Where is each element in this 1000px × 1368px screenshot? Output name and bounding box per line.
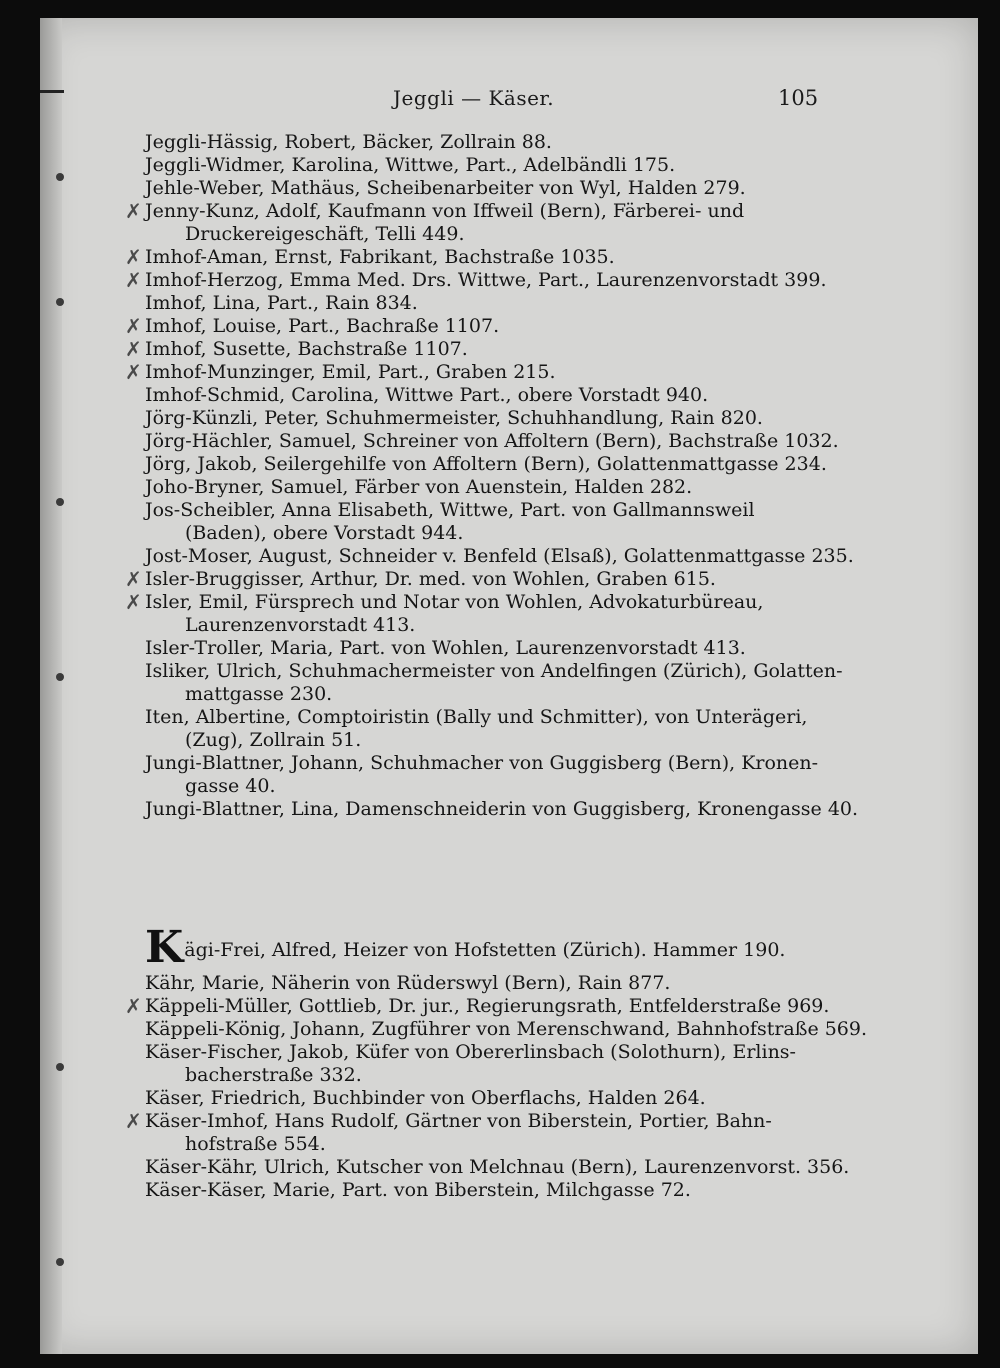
entry-text: Imhof, Lina, Part., Rain 834. xyxy=(145,292,418,314)
binding-hole xyxy=(56,673,64,681)
directory-entry xyxy=(145,1041,825,1064)
entry-text: (Baden), obere Vorstadt 944. xyxy=(185,522,464,544)
entry-text: Imhof, Susette, Bachstraße 1107. xyxy=(145,338,468,360)
pencil-cross-mark-icon: ✗ xyxy=(125,268,142,292)
directory-entry xyxy=(145,1179,825,1202)
page-header xyxy=(40,86,978,116)
entry-text: Isler, Emil, Fürsprech und Notar von Wohlen, Advokaturbüreau, xyxy=(145,591,764,613)
book-page xyxy=(40,18,978,1354)
pencil-cross-mark-icon: ✗ xyxy=(125,1109,142,1133)
directory-entry-continuation xyxy=(145,223,825,246)
entry-text: Imhof-Schmid, Carolina, Wittwe Part., obere Vorstadt 940. xyxy=(145,384,709,406)
directory-section-j xyxy=(125,131,859,821)
entry-text: Isler-Troller, Maria, Part. von Wohlen, Laurenzenvorstadt 413. xyxy=(145,637,746,659)
entry-text: Imhof-Aman, Ernst, Fabrikant, Bachstraße 1035. xyxy=(145,246,615,268)
pencil-cross-mark-icon: ✗ xyxy=(125,199,142,223)
directory-entry xyxy=(145,131,825,154)
entry-text: Jungi-Blattner, Johann, Schuhmacher von Guggisberg (Bern), Kronen- xyxy=(145,752,819,774)
binding-hole xyxy=(56,298,64,306)
entry-text: Käppeli-Müller, Gottlieb, Dr. jur., Regierungsrath, Entfelderstraße 969. xyxy=(145,995,830,1017)
entry-text: Käser-Käser, Marie, Part. von Biberstein, Milchgasse 72. xyxy=(145,1179,691,1201)
directory-section-k xyxy=(125,922,868,1202)
directory-entry xyxy=(125,268,827,292)
entry-text: Käppeli-König, Johann, Zugführer von Merenschwand, Bahnhofstraße 569. xyxy=(145,1018,868,1040)
directory-entry-continuation xyxy=(145,729,825,752)
entry-text: hofstraße 554. xyxy=(185,1133,326,1155)
directory-entry xyxy=(145,706,825,729)
directory-entry xyxy=(145,1087,825,1110)
entry-text: Druckereigeschäft, Telli 449. xyxy=(185,223,465,245)
entry-text: Jost-Moser, August, Schneider v. Benfeld (Elsaß), Golattenmattgasse 235. xyxy=(145,545,854,567)
directory-entry xyxy=(145,660,843,683)
directory-entry xyxy=(145,177,825,200)
entry-text: Jeggli-Hässig, Robert, Bäcker, Zollrain 88. xyxy=(145,131,552,153)
pencil-cross-mark-icon: ✗ xyxy=(125,314,142,338)
entry-text: Imhof-Munzinger, Emil, Part., Graben 215. xyxy=(145,361,556,383)
pencil-cross-mark-icon: ✗ xyxy=(125,567,142,591)
directory-entry-continuation xyxy=(145,614,825,637)
entry-text: Iten, Albertine, Comptoiristin (Bally und Schmitter), von Unterägeri, xyxy=(145,706,808,728)
directory-entry xyxy=(125,199,825,223)
binding-hole xyxy=(56,1258,64,1266)
directory-entry xyxy=(145,752,825,775)
entry-text: Isler-Bruggisser, Arthur, Dr. med. von Wohlen, Graben 615. xyxy=(145,568,716,590)
entry-text: Käser-Fischer, Jakob, Küfer von Obererlinsbach (Solothurn), Erlins- xyxy=(145,1041,796,1063)
directory-entry-continuation xyxy=(145,1133,825,1156)
page-gutter xyxy=(40,18,62,1354)
directory-entry xyxy=(125,360,825,384)
entry-text: ägi-Frei, Alfred, Heizer von Hofstetten (Zürich). Hammer 190. xyxy=(184,939,786,961)
entry-text: Kähr, Marie, Näherin von Rüderswyl (Bern), Rain 877. xyxy=(145,972,671,994)
entry-text: Joho-Bryner, Samuel, Färber von Auenstein, Halden 282. xyxy=(145,476,693,498)
directory-entry-continuation xyxy=(145,683,825,706)
directory-entry xyxy=(145,798,859,821)
pencil-cross-mark-icon: ✗ xyxy=(125,360,142,384)
entry-text: Imhof-Herzog, Emma Med. Drs. Wittwe, Part., Laurenzenvorstadt 399. xyxy=(145,269,827,291)
entry-text: mattgasse 230. xyxy=(185,683,333,705)
directory-entry xyxy=(145,637,825,660)
directory-entry xyxy=(125,590,825,614)
entry-text: Jörg-Künzli, Peter, Schuhmermeister, Schuhhandlung, Rain 820. xyxy=(145,407,763,429)
running-title: Jeggli — Käser. xyxy=(393,86,555,110)
entry-text: Jungi-Blattner, Lina, Damenschneiderin von Guggisberg, Kronengasse 40. xyxy=(145,798,859,820)
directory-entry xyxy=(125,567,825,591)
entry-text: (Zug), Zollrain 51. xyxy=(185,729,362,751)
directory-entry-continuation xyxy=(145,1064,825,1087)
entry-text: Jörg, Jakob, Seilergehilfe von Affoltern (Bern), Golattenmattgasse 234. xyxy=(145,453,827,475)
pencil-cross-mark-icon: ✗ xyxy=(125,994,142,1018)
directory-entry xyxy=(125,337,825,361)
directory-entry-continuation xyxy=(145,522,825,545)
pencil-cross-mark-icon: ✗ xyxy=(125,245,142,269)
drop-cap-initial: K xyxy=(145,922,184,973)
directory-entry xyxy=(145,453,825,476)
entry-text: Jos-Scheibler, Anna Elisabeth, Wittwe, Part. von Gallmannsweil xyxy=(145,499,755,521)
directory-entry xyxy=(145,545,854,568)
pencil-cross-mark-icon: ✗ xyxy=(125,337,142,361)
directory-entry xyxy=(145,1156,850,1179)
directory-entry xyxy=(145,384,825,407)
directory-entry xyxy=(145,407,825,430)
pencil-cross-mark-icon: ✗ xyxy=(125,590,142,614)
directory-entry xyxy=(125,314,825,338)
directory-entry xyxy=(145,292,825,315)
entry-text: Jörg-Hächler, Samuel, Schreiner von Affoltern (Bern), Bachstraße 1032. xyxy=(145,430,839,452)
entry-text: gasse 40. xyxy=(185,775,276,797)
directory-entry xyxy=(145,154,825,177)
entry-text: Isliker, Ulrich, Schuhmachermeister von Andelfingen (Zürich), Golatten- xyxy=(145,660,843,682)
entry-text: Jenny-Kunz, Adolf, Kaufmann von Iffweil (Bern), Färberei- und xyxy=(145,200,745,222)
entry-text: Laurenzenvorstadt 413. xyxy=(185,614,416,636)
directory-entry-continuation xyxy=(145,775,825,798)
directory-entry-list xyxy=(125,972,868,1202)
directory-entry xyxy=(145,922,825,973)
entry-text: Imhof, Louise, Part., Bachraße 1107. xyxy=(145,315,500,337)
binding-hole xyxy=(56,1063,64,1071)
directory-entry xyxy=(145,1018,868,1041)
directory-entry xyxy=(145,499,825,522)
directory-entry xyxy=(125,1109,825,1133)
binding-hole xyxy=(56,173,64,181)
entry-text: Jehle-Weber, Mathäus, Scheibenarbeiter von Wyl, Halden 279. xyxy=(145,177,746,199)
directory-entry xyxy=(145,476,825,499)
page-number: 105 xyxy=(778,86,819,110)
entry-text: bacherstraße 332. xyxy=(185,1064,362,1086)
entry-text: Käser-Kähr, Ulrich, Kutscher von Melchnau (Bern), Laurenzenvorst. 356. xyxy=(145,1156,850,1178)
directory-entry xyxy=(145,972,825,995)
entry-text: Käser, Friedrich, Buchbinder von Oberflachs, Halden 264. xyxy=(145,1087,706,1109)
binding-hole xyxy=(56,498,64,506)
entry-text: Jeggli-Widmer, Karolina, Wittwe, Part., Adelbändli 175. xyxy=(145,154,676,176)
directory-entry xyxy=(125,245,825,269)
directory-entry xyxy=(145,430,839,453)
directory-entry xyxy=(125,994,830,1018)
entry-text: Käser-Imhof, Hans Rudolf, Gärtner von Biberstein, Portier, Bahn- xyxy=(145,1110,772,1132)
